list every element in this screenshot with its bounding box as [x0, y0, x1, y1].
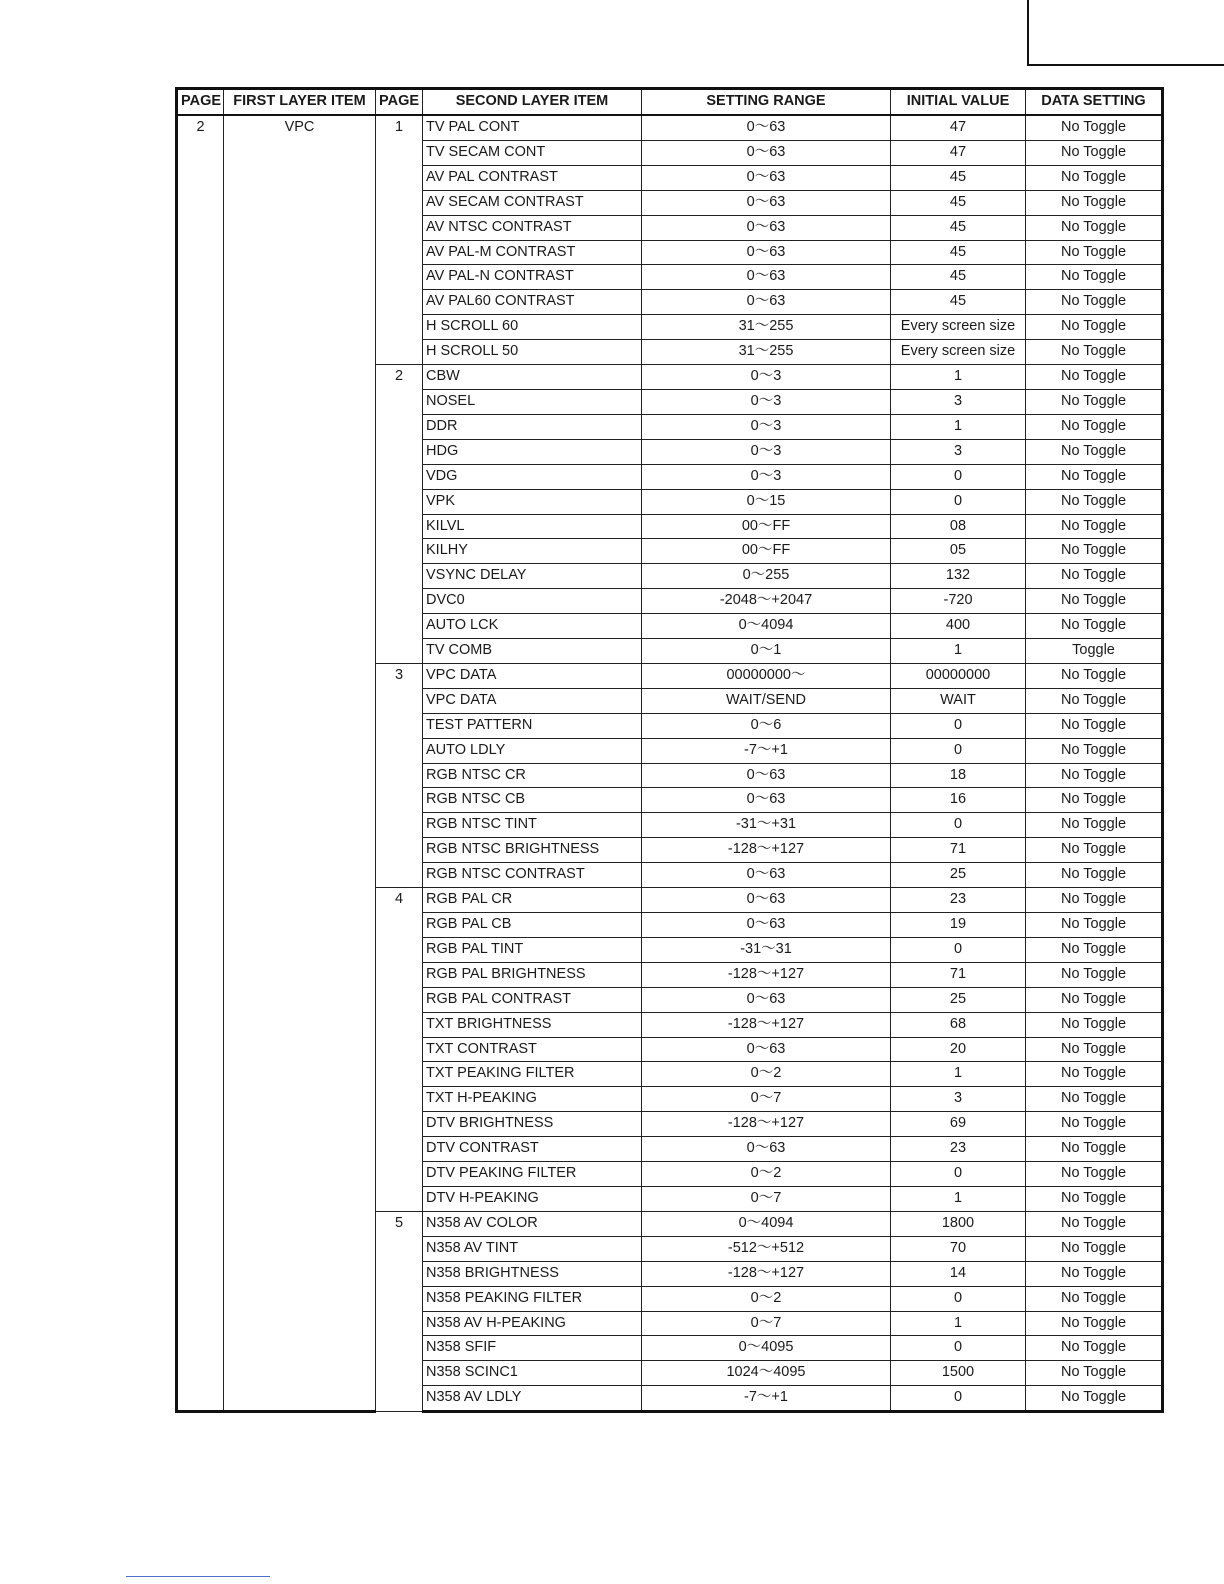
data-setting-cell: No Toggle: [1026, 713, 1163, 738]
data-setting-cell: No Toggle: [1026, 1112, 1163, 1137]
table-body: [177, 115, 1163, 1412]
header-first-layer-item: FIRST LAYER ITEM: [224, 89, 376, 116]
data-setting-cell: No Toggle: [1026, 663, 1163, 688]
data-setting-cell: No Toggle: [1026, 389, 1163, 414]
second-layer-item-cell: HDG: [423, 439, 642, 464]
initial-value-cell: 0: [891, 464, 1026, 489]
second-layer-item-cell: TXT PEAKING FILTER: [423, 1062, 642, 1087]
initial-value-cell: 18: [891, 763, 1026, 788]
second-layer-item-cell: RGB NTSC CR: [423, 763, 642, 788]
second-layer-item-cell: RGB NTSC CB: [423, 788, 642, 813]
second-layer-item-cell: RGB PAL CR: [423, 888, 642, 913]
data-setting-cell: No Toggle: [1026, 813, 1163, 838]
setting-range-cell: 0～6: [642, 713, 891, 738]
second-layer-item-cell: AV SECAM CONTRAST: [423, 190, 642, 215]
sub-page-number-cell: 2: [376, 365, 423, 664]
initial-value-cell: 0: [891, 713, 1026, 738]
second-layer-item-cell: NOSEL: [423, 389, 642, 414]
second-layer-item-cell: VPC DATA: [423, 688, 642, 713]
initial-value-cell: 45: [891, 265, 1026, 290]
initial-value-cell: 0: [891, 738, 1026, 763]
data-setting-cell: No Toggle: [1026, 140, 1163, 165]
setting-range-cell: -31～+31: [642, 813, 891, 838]
initial-value-cell: 25: [891, 987, 1026, 1012]
second-layer-item-cell: TV SECAM CONT: [423, 140, 642, 165]
initial-value-cell: 05: [891, 539, 1026, 564]
data-setting-cell: No Toggle: [1026, 539, 1163, 564]
second-layer-item-cell: DTV PEAKING FILTER: [423, 1162, 642, 1187]
setting-range-cell: 0～1: [642, 639, 891, 664]
second-layer-item-cell: DVC0: [423, 589, 642, 614]
second-layer-item-cell: VPC DATA: [423, 663, 642, 688]
data-setting-cell: No Toggle: [1026, 315, 1163, 340]
data-setting-cell: No Toggle: [1026, 365, 1163, 390]
initial-value-cell: 1: [891, 1062, 1026, 1087]
second-layer-item-cell: TXT CONTRAST: [423, 1037, 642, 1062]
header-second-layer-item: SECOND LAYER ITEM: [423, 89, 642, 116]
page-corner-mark-vertical: [1027, 0, 1029, 66]
setting-range-cell: 0～63: [642, 913, 891, 938]
second-layer-item-cell: AUTO LCK: [423, 614, 642, 639]
initial-value-cell: 1: [891, 639, 1026, 664]
second-layer-item-cell: N358 BRIGHTNESS: [423, 1261, 642, 1286]
setting-range-cell: 0～63: [642, 140, 891, 165]
setting-range-cell: WAIT/SEND: [642, 688, 891, 713]
second-layer-item-cell: VSYNC DELAY: [423, 564, 642, 589]
second-layer-item-cell: TXT H-PEAKING: [423, 1087, 642, 1112]
second-layer-item-cell: N358 AV H-PEAKING: [423, 1311, 642, 1336]
second-layer-item-cell: RGB PAL BRIGHTNESS: [423, 962, 642, 987]
data-setting-cell: No Toggle: [1026, 489, 1163, 514]
second-layer-item-cell: VPK: [423, 489, 642, 514]
setting-range-cell: 0～4094: [642, 1211, 891, 1236]
initial-value-cell: 68: [891, 1012, 1026, 1037]
data-setting-cell: No Toggle: [1026, 838, 1163, 863]
setting-range-cell: 0～255: [642, 564, 891, 589]
sub-page-number-cell: 4: [376, 888, 423, 1212]
setting-range-cell: 00～FF: [642, 514, 891, 539]
second-layer-item-cell: RGB PAL CB: [423, 913, 642, 938]
data-setting-cell: No Toggle: [1026, 514, 1163, 539]
data-setting-cell: No Toggle: [1026, 1211, 1163, 1236]
second-layer-item-cell: RGB NTSC CONTRAST: [423, 863, 642, 888]
data-setting-cell: No Toggle: [1026, 1087, 1163, 1112]
initial-value-cell: 0: [891, 1162, 1026, 1187]
second-layer-item-cell: N358 SCINC1: [423, 1361, 642, 1386]
data-setting-cell: No Toggle: [1026, 1062, 1163, 1087]
setting-range-cell: 31～255: [642, 315, 891, 340]
setting-range-cell: 0～7: [642, 1311, 891, 1336]
second-layer-item-cell: DTV H-PEAKING: [423, 1186, 642, 1211]
data-setting-cell: No Toggle: [1026, 564, 1163, 589]
second-layer-item-cell: AV PAL60 CONTRAST: [423, 290, 642, 315]
initial-value-cell: 1: [891, 365, 1026, 390]
setting-range-cell: 0～63: [642, 265, 891, 290]
initial-value-cell: 132: [891, 564, 1026, 589]
second-layer-item-cell: RGB PAL CONTRAST: [423, 987, 642, 1012]
page-corner-mark-horizontal: [1027, 64, 1224, 66]
second-layer-item-cell: H SCROLL 50: [423, 340, 642, 365]
data-setting-cell: No Toggle: [1026, 165, 1163, 190]
data-setting-cell: No Toggle: [1026, 1311, 1163, 1336]
initial-value-cell: 0: [891, 1286, 1026, 1311]
setting-range-cell: 0～2: [642, 1162, 891, 1187]
second-layer-item-cell: KILHY: [423, 539, 642, 564]
initial-value-cell: 47: [891, 140, 1026, 165]
second-layer-item-cell: N358 AV LDLY: [423, 1386, 642, 1412]
data-setting-cell: No Toggle: [1026, 1236, 1163, 1261]
second-layer-item-cell: RGB NTSC BRIGHTNESS: [423, 838, 642, 863]
second-layer-item-cell: AV NTSC CONTRAST: [423, 215, 642, 240]
header-page: PAGE: [177, 89, 224, 116]
data-setting-cell: No Toggle: [1026, 614, 1163, 639]
first-layer-item-cell: VPC: [224, 115, 376, 1412]
initial-value-cell: 16: [891, 788, 1026, 813]
data-setting-cell: No Toggle: [1026, 738, 1163, 763]
page-number-cell: 2: [177, 115, 224, 1412]
setting-range-cell: 0～2: [642, 1286, 891, 1311]
data-setting-cell: No Toggle: [1026, 414, 1163, 439]
initial-value-cell: 71: [891, 838, 1026, 863]
data-setting-cell: No Toggle: [1026, 1162, 1163, 1187]
setting-range-cell: 0～63: [642, 190, 891, 215]
data-setting-cell: No Toggle: [1026, 190, 1163, 215]
setting-range-cell: 31～255: [642, 340, 891, 365]
setting-range-cell: 0～63: [642, 115, 891, 140]
sub-page-number-cell: 5: [376, 1211, 423, 1411]
header-initial-value: INITIAL VALUE: [891, 89, 1026, 116]
setting-range-cell: 1024～4095: [642, 1361, 891, 1386]
setting-range-cell: -128～+127: [642, 1261, 891, 1286]
setting-range-cell: 0～3: [642, 365, 891, 390]
initial-value-cell: Every screen size: [891, 315, 1026, 340]
initial-value-cell: 23: [891, 888, 1026, 913]
initial-value-cell: 3: [891, 389, 1026, 414]
data-setting-cell: Toggle: [1026, 639, 1163, 664]
initial-value-cell: 45: [891, 290, 1026, 315]
initial-value-cell: 1: [891, 1186, 1026, 1211]
data-setting-cell: No Toggle: [1026, 240, 1163, 265]
initial-value-cell: 3: [891, 439, 1026, 464]
initial-value-cell: 25: [891, 863, 1026, 888]
table-row: [177, 115, 1163, 140]
data-setting-cell: No Toggle: [1026, 464, 1163, 489]
data-setting-cell: No Toggle: [1026, 863, 1163, 888]
data-setting-cell: No Toggle: [1026, 937, 1163, 962]
second-layer-item-cell: AV PAL CONTRAST: [423, 165, 642, 190]
sub-page-number-cell: 3: [376, 663, 423, 887]
table-header-row: [177, 89, 1163, 116]
data-setting-cell: No Toggle: [1026, 215, 1163, 240]
setting-range-cell: -7～+1: [642, 738, 891, 763]
second-layer-item-cell: CBW: [423, 365, 642, 390]
footer-link-underline: [126, 1576, 270, 1577]
header-page-sub: PAGE: [376, 89, 423, 116]
setting-range-cell: 00000000～: [642, 663, 891, 688]
initial-value-cell: 69: [891, 1112, 1026, 1137]
initial-value-cell: 45: [891, 240, 1026, 265]
initial-value-cell: 23: [891, 1137, 1026, 1162]
second-layer-item-cell: H SCROLL 60: [423, 315, 642, 340]
second-layer-item-cell: VDG: [423, 464, 642, 489]
second-layer-item-cell: TV PAL CONT: [423, 115, 642, 140]
initial-value-cell: -720: [891, 589, 1026, 614]
initial-value-cell: 0: [891, 813, 1026, 838]
data-setting-cell: No Toggle: [1026, 340, 1163, 365]
initial-value-cell: 0: [891, 1386, 1026, 1412]
data-setting-cell: No Toggle: [1026, 888, 1163, 913]
sub-page-number-cell: 1: [376, 115, 423, 365]
data-setting-cell: No Toggle: [1026, 1261, 1163, 1286]
initial-value-cell: 1: [891, 414, 1026, 439]
setting-range-cell: 0～3: [642, 439, 891, 464]
initial-value-cell: WAIT: [891, 688, 1026, 713]
initial-value-cell: 45: [891, 215, 1026, 240]
data-setting-cell: No Toggle: [1026, 1012, 1163, 1037]
data-setting-cell: No Toggle: [1026, 1336, 1163, 1361]
second-layer-item-cell: DTV CONTRAST: [423, 1137, 642, 1162]
initial-value-cell: 1500: [891, 1361, 1026, 1386]
second-layer-item-cell: TV COMB: [423, 639, 642, 664]
setting-range-cell: 0～63: [642, 987, 891, 1012]
second-layer-item-cell: AV PAL-N CONTRAST: [423, 265, 642, 290]
data-setting-cell: No Toggle: [1026, 1037, 1163, 1062]
initial-value-cell: 3: [891, 1087, 1026, 1112]
setting-range-cell: -128～+127: [642, 1012, 891, 1037]
settings-table: [175, 87, 1164, 1413]
second-layer-item-cell: KILVL: [423, 514, 642, 539]
data-setting-cell: No Toggle: [1026, 1386, 1163, 1412]
setting-range-cell: 0～4095: [642, 1336, 891, 1361]
setting-range-cell: 0～3: [642, 464, 891, 489]
initial-value-cell: Every screen size: [891, 340, 1026, 365]
initial-value-cell: 14: [891, 1261, 1026, 1286]
header-setting-range: SETTING RANGE: [642, 89, 891, 116]
data-setting-cell: No Toggle: [1026, 1137, 1163, 1162]
data-setting-cell: No Toggle: [1026, 763, 1163, 788]
second-layer-item-cell: N358 PEAKING FILTER: [423, 1286, 642, 1311]
header-data-setting: DATA SETTING: [1026, 89, 1163, 116]
second-layer-item-cell: DDR: [423, 414, 642, 439]
setting-range-cell: 0～63: [642, 1037, 891, 1062]
initial-value-cell: 45: [891, 190, 1026, 215]
initial-value-cell: 0: [891, 489, 1026, 514]
second-layer-item-cell: TXT BRIGHTNESS: [423, 1012, 642, 1037]
setting-range-cell: 0～7: [642, 1087, 891, 1112]
setting-range-cell: -128～+127: [642, 1112, 891, 1137]
initial-value-cell: 1: [891, 1311, 1026, 1336]
initial-value-cell: 70: [891, 1236, 1026, 1261]
setting-range-cell: 0～63: [642, 888, 891, 913]
setting-range-cell: 0～2: [642, 1062, 891, 1087]
setting-range-cell: 0～63: [642, 788, 891, 813]
setting-range-cell: 0～63: [642, 165, 891, 190]
second-layer-item-cell: RGB PAL TINT: [423, 937, 642, 962]
data-setting-cell: No Toggle: [1026, 913, 1163, 938]
setting-range-cell: 0～63: [642, 240, 891, 265]
data-setting-cell: No Toggle: [1026, 290, 1163, 315]
initial-value-cell: 400: [891, 614, 1026, 639]
second-layer-item-cell: AUTO LDLY: [423, 738, 642, 763]
setting-range-cell: 00～FF: [642, 539, 891, 564]
data-setting-cell: No Toggle: [1026, 1286, 1163, 1311]
setting-range-cell: 0～63: [642, 863, 891, 888]
setting-range-cell: 0～15: [642, 489, 891, 514]
setting-range-cell: -128～+127: [642, 838, 891, 863]
second-layer-item-cell: TEST PATTERN: [423, 713, 642, 738]
initial-value-cell: 0: [891, 1336, 1026, 1361]
initial-value-cell: 1800: [891, 1211, 1026, 1236]
setting-range-cell: 0～3: [642, 414, 891, 439]
second-layer-item-cell: N358 AV COLOR: [423, 1211, 642, 1236]
setting-range-cell: 0～63: [642, 1137, 891, 1162]
data-setting-cell: No Toggle: [1026, 439, 1163, 464]
data-setting-cell: No Toggle: [1026, 987, 1163, 1012]
setting-range-cell: -31～31: [642, 937, 891, 962]
second-layer-item-cell: RGB NTSC TINT: [423, 813, 642, 838]
setting-range-cell: 0～4094: [642, 614, 891, 639]
setting-range-cell: -2048～+2047: [642, 589, 891, 614]
data-setting-cell: No Toggle: [1026, 688, 1163, 713]
data-setting-cell: No Toggle: [1026, 1361, 1163, 1386]
second-layer-item-cell: N358 SFIF: [423, 1336, 642, 1361]
initial-value-cell: 71: [891, 962, 1026, 987]
initial-value-cell: 0: [891, 937, 1026, 962]
data-setting-cell: No Toggle: [1026, 265, 1163, 290]
setting-range-cell: 0～3: [642, 389, 891, 414]
second-layer-item-cell: DTV BRIGHTNESS: [423, 1112, 642, 1137]
data-setting-cell: No Toggle: [1026, 788, 1163, 813]
setting-range-cell: -128～+127: [642, 962, 891, 987]
initial-value-cell: 47: [891, 115, 1026, 140]
initial-value-cell: 20: [891, 1037, 1026, 1062]
setting-range-cell: 0～7: [642, 1186, 891, 1211]
setting-range-cell: -512～+512: [642, 1236, 891, 1261]
initial-value-cell: 00000000: [891, 663, 1026, 688]
setting-range-cell: -7～+1: [642, 1386, 891, 1412]
data-setting-cell: No Toggle: [1026, 1186, 1163, 1211]
second-layer-item-cell: AV PAL-M CONTRAST: [423, 240, 642, 265]
initial-value-cell: 19: [891, 913, 1026, 938]
setting-range-cell: 0～63: [642, 763, 891, 788]
data-setting-cell: No Toggle: [1026, 962, 1163, 987]
second-layer-item-cell: N358 AV TINT: [423, 1236, 642, 1261]
data-setting-cell: No Toggle: [1026, 115, 1163, 140]
setting-range-cell: 0～63: [642, 290, 891, 315]
setting-range-cell: 0～63: [642, 215, 891, 240]
data-setting-cell: No Toggle: [1026, 589, 1163, 614]
initial-value-cell: 45: [891, 165, 1026, 190]
initial-value-cell: 08: [891, 514, 1026, 539]
